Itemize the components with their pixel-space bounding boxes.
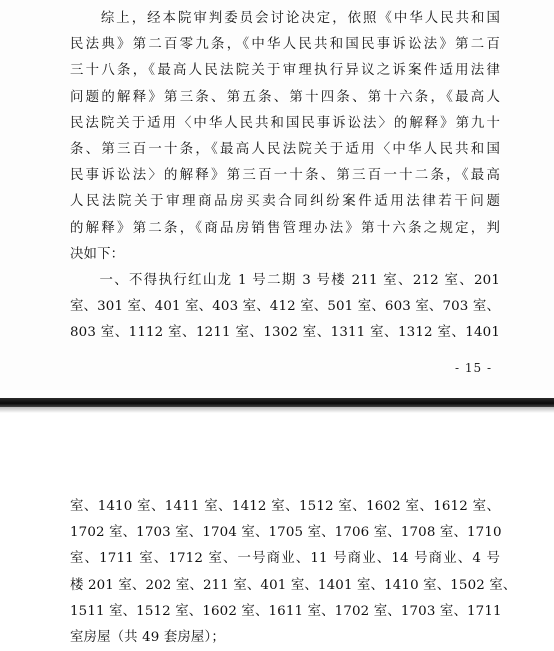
text-line: 条、第三百一十条，《最高人民法院关于适用〈中华人民共和国 bbox=[70, 142, 500, 158]
text-line: 综上，经本院审判委员会讨论决定，依照《中华人民共和国 bbox=[70, 11, 500, 26]
judgment-text-top bbox=[70, 6, 500, 347]
text-line: 楼 201 室、202 室、211 室、401 室、1401 室、1410 室、1502 室、 bbox=[70, 577, 517, 593]
page-separator bbox=[0, 398, 554, 407]
page-number: - 15 - bbox=[454, 361, 492, 375]
text-line: 室、301 室、401 室、403 室、412 室、501 室、603 室、703 室、 bbox=[70, 299, 500, 315]
text-line: 民法院关于适用〈中华人民共和国民事诉讼法〉的解释》第九十 bbox=[70, 115, 500, 131]
text-line: 室、1410 室、1411 室、1412 室、1512 室、1602 室、1612 室、 bbox=[70, 499, 500, 514]
text-line: 决如下： bbox=[70, 246, 125, 262]
text-line: 的解释》第二条，《商品房销售管理办法》第十六条之规定，判 bbox=[70, 220, 500, 236]
text-line: 人民法院关于审理商品房买卖合同纠纷案件适用法律若干问题 bbox=[70, 194, 500, 210]
text-line: 1511 室、1512 室、1602 室、1611 室、1702 室、1703 室、1711 bbox=[70, 603, 502, 619]
text-line: 1702 室、1703 室、1704 室、1705 室、1706 室、1708 室、1710 bbox=[70, 525, 502, 541]
text-line: 民法典》第二百零九条，《中华人民共和国民事诉讼法》第二百 bbox=[70, 37, 500, 53]
text-line: 室房屋（共 49 套房屋）； bbox=[70, 630, 225, 646]
text-line: 民事诉讼法〉的解释》第三百一十条、第三百一十二条，《最高 bbox=[70, 168, 500, 184]
text-line: 问题的解释》第三条、第五条、第十四条、第十六条，《最高人 bbox=[70, 89, 500, 105]
judgment-text-bottom bbox=[70, 494, 517, 651]
text-line: 803 室、1112 室、1211 室、1302 室、1311 室、1312 室、1401 bbox=[70, 325, 500, 341]
text-line: 三十八条，《最高人民法院关于审理执行异议之诉案件适用法律 bbox=[70, 63, 500, 79]
text-line: 一、不得执行红山龙 1 号二期 3 号楼 211 室、212 室、201 bbox=[70, 273, 500, 289]
text-line: 室、1711 室、1712 室、一号商业、11 号商业、14 号商业、4 号 bbox=[70, 551, 500, 567]
